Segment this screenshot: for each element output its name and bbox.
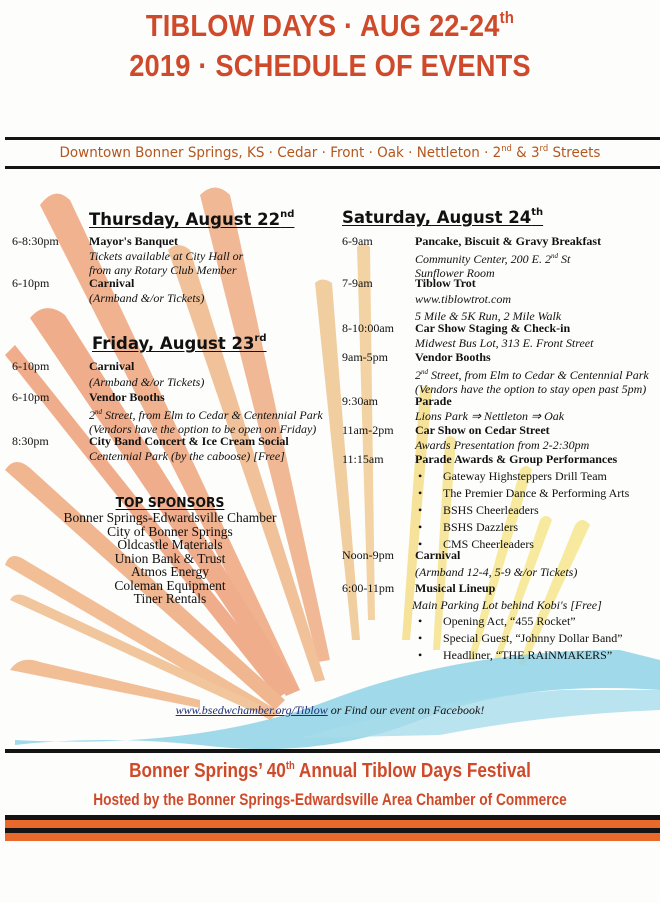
event-time: 6-10pm <box>12 276 50 290</box>
heading-sup: nd <box>280 209 295 220</box>
footer-rule-top <box>5 749 660 753</box>
event-detail: Centennial Park (by the caboose) [Free] <box>89 448 285 463</box>
music-lineup-list <box>415 613 623 664</box>
friday-heading <box>92 333 267 353</box>
event-time: 8:30pm <box>12 434 49 448</box>
sponsor-item: Tiner Rentals <box>133 591 207 606</box>
lineup-item: • Opening Act, “455 Rocket” <box>415 613 623 630</box>
sponsors-heading: TOP SPONSORS <box>115 496 225 511</box>
event-name: Parade <box>415 394 452 408</box>
event-detail: (Armband &/or Tickets) <box>89 290 205 305</box>
trot-website-link[interactable]: www.tiblowtrot.com <box>415 291 512 306</box>
event-detail: Midwest Bus Lot, 313 E. Front Street <box>415 335 594 350</box>
lineup-item: • Special Guest, “Johnny Dollar Band” <box>415 630 623 647</box>
event-name: Tiblow Trot <box>415 276 476 290</box>
chamber-website-link[interactable]: www.bsedwchamber.org/Tiblow <box>175 703 328 717</box>
festival-tagline <box>46 760 614 783</box>
title-line-2: 2019 · SCHEDULE OF EVENTS <box>129 48 531 83</box>
event-time: 6-9am <box>342 234 373 248</box>
tagline-sup: th <box>285 760 295 772</box>
event-detail: Main Parking Lot behind Kobi's [Free] <box>412 597 602 612</box>
footer-stripe-orange-2 <box>5 833 660 841</box>
event-time: 6:00-11pm <box>342 581 395 595</box>
performance-item: • BSHS Dazzlers <box>415 519 629 536</box>
event-time: Noon-9pm <box>342 548 394 562</box>
event-time: 11:15am <box>342 452 384 466</box>
title-line-1 <box>40 8 621 44</box>
detail-text: 2 <box>89 407 95 422</box>
top-sponsors <box>60 496 280 606</box>
event-name: Vendor Booths <box>415 350 491 364</box>
event-name: Vendor Booths <box>89 390 165 404</box>
event-name: Mayor's Banquet <box>89 234 179 248</box>
event-time: 9am-5pm <box>342 350 388 364</box>
heading-sup: th <box>531 207 544 218</box>
event-detail: Sunflower Room <box>415 266 495 280</box>
detail-sup: nd <box>95 407 102 416</box>
sponsor-item: Union Bank & Trust <box>114 550 226 566</box>
location-line <box>23 144 637 161</box>
event-name: City Band Concert & Ice Cream Social <box>89 434 289 448</box>
event-detail: Lions Park ⇒ Nettleton ⇒ Oak <box>415 408 565 423</box>
event-detail <box>89 405 323 423</box>
detail-text: 2 <box>415 367 421 382</box>
detail-text: Street, from Elm to Cedar & Centennial Park <box>428 367 649 382</box>
sponsor-item: Coleman Equipment <box>114 577 226 593</box>
performance-item: • Gateway Highsteppers Drill Team <box>415 468 629 485</box>
thursday-heading <box>89 209 294 229</box>
facebook-note: or Find our event on Facebook! <box>327 703 485 717</box>
event-name: Parade Awards & Group Performances <box>415 452 618 466</box>
event-detail: Awards Presentation from 2-2:30pm <box>415 437 590 452</box>
event-time: 6-10pm <box>12 390 50 404</box>
event-name: Musical Lineup <box>415 581 496 595</box>
host-line: Hosted by the Bonner Springs-Edwardsville Area Chamber of Commerce <box>93 791 567 809</box>
location-sup: rd <box>539 144 549 154</box>
event-time: 6-10pm <box>12 359 50 373</box>
sponsor-item: Oldcastle Materials <box>117 537 223 552</box>
performance-item: • BSHS Cheerleaders <box>415 502 629 519</box>
website-line <box>0 703 660 718</box>
event-name: Car Show on Cedar Street <box>415 423 550 437</box>
detail-text: St <box>558 251 571 266</box>
event-time: 6-8:30pm <box>12 234 59 248</box>
location-sup: nd <box>501 144 512 154</box>
heading-text: Thursday, August 22 <box>89 210 281 229</box>
event-detail: (Vendors have the option to be open on Friday) <box>89 422 317 436</box>
saturday-heading <box>342 207 543 227</box>
header-rule-top <box>5 137 660 140</box>
lineup-item: • Headliner, “THE RAINMAKERS” <box>415 647 623 664</box>
event-detail: from any Rotary Club Member <box>89 263 237 277</box>
event-name: Car Show Staging & Check-in <box>415 321 571 335</box>
event-detail: (Armband 12-4, 5-9 &/or Tickets) <box>415 564 578 579</box>
performances-list <box>415 468 629 553</box>
event-name: Pancake, Biscuit & Gravy Breakfast <box>415 234 602 248</box>
event-name: Carnival <box>89 276 135 290</box>
header-rule-bottom <box>5 166 660 169</box>
detail-text: Community Center, 200 E. 2 <box>415 251 551 266</box>
footer-stripe-orange-1 <box>5 820 660 828</box>
tagline-text: Bonner Springs’ 40 <box>129 760 286 782</box>
event-detail: (Vendors have the option to stay open past 5pm) <box>415 382 647 396</box>
tagline-text: Annual Tiblow Days Festival <box>294 760 531 782</box>
event-detail: Tickets available at City Hall or <box>89 248 244 263</box>
event-name: Carnival <box>415 548 461 562</box>
title-sup: th <box>499 8 515 27</box>
event-detail <box>415 249 601 267</box>
heading-text: Saturday, August 24 <box>342 208 532 227</box>
performance-item: • CMS Cheerleaders <box>415 536 629 553</box>
event-name: Carnival <box>89 359 135 373</box>
event-detail: 5 Mile & 5K Run, 2 Mile Walk <box>415 308 562 323</box>
performance-item: • The Premier Dance & Performing Arts <box>415 485 629 502</box>
title-text: TIBLOW DAYS · AUG 22-24 <box>145 8 500 43</box>
heading-text: Friday, August 23 <box>92 334 255 353</box>
sponsor-item: Atmos Energy <box>130 564 210 579</box>
detail-text: Street, from Elm to Cedar & Centennial Park <box>102 407 323 422</box>
sponsor-item: Bonner Springs-Edwardsville Chamber <box>63 510 277 525</box>
event-detail <box>415 365 649 383</box>
detail-sup: nd <box>551 251 558 260</box>
event-detail: (Armband &/or Tickets) <box>89 374 205 389</box>
event-time: 9:30am <box>342 394 378 408</box>
location-text: Downtown Bonner Springs, KS · Cedar · Front · Oak · Nettleton · 2 <box>59 145 502 161</box>
location-text: Streets <box>548 145 601 161</box>
heading-sup: rd <box>254 333 267 344</box>
location-text: & 3 <box>511 145 540 161</box>
event-time: 7-9am <box>342 276 373 290</box>
sponsor-item: City of Bonner Springs <box>107 523 233 539</box>
event-time: 11am-2pm <box>342 423 394 437</box>
event-time: 8-10:00am <box>342 321 394 335</box>
detail-sup: nd <box>421 367 428 376</box>
